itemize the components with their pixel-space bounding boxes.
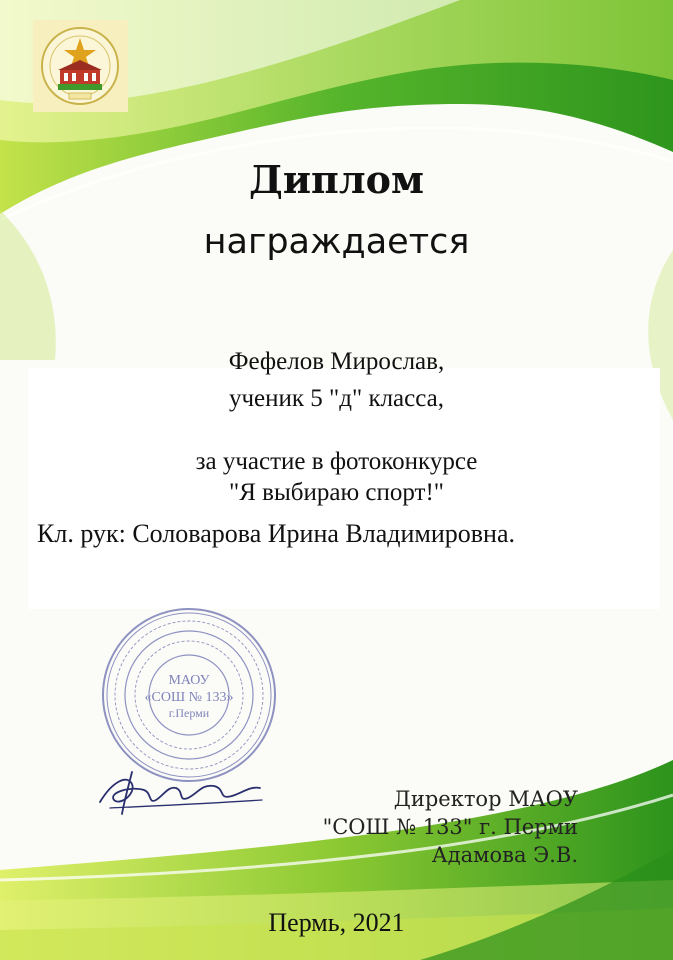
place-and-year: Пермь, 2021 xyxy=(268,908,405,937)
class-teacher: Кл. рук: Соловарова Ирина Владимировна. xyxy=(37,519,515,548)
school-logo xyxy=(33,20,128,112)
recipient-name: Фефелов Мирослав, xyxy=(228,348,445,375)
director-signature xyxy=(92,762,272,822)
contest-name: "Я выбираю спорт!" xyxy=(229,479,444,506)
stamp-text-line3: г.Перми xyxy=(168,706,210,720)
certificate-title: Диплом xyxy=(249,157,424,202)
director-block xyxy=(323,785,578,869)
certificate-subtitle: награждается xyxy=(203,222,470,262)
director-position-line2: "СОШ № 133" г. Перми xyxy=(322,815,578,839)
stamp-text-line1: МАОУ xyxy=(168,673,210,688)
stamp-text-line2: «СОШ № 133» xyxy=(144,690,234,705)
director-position-line1: Директор МАОУ xyxy=(393,787,578,811)
director-name: Адамова Э.В. xyxy=(431,843,578,867)
award-reason: за участие в фотоконкурсе xyxy=(195,448,478,475)
recipient-grade: ученик 5 "д" класса, xyxy=(228,385,444,412)
